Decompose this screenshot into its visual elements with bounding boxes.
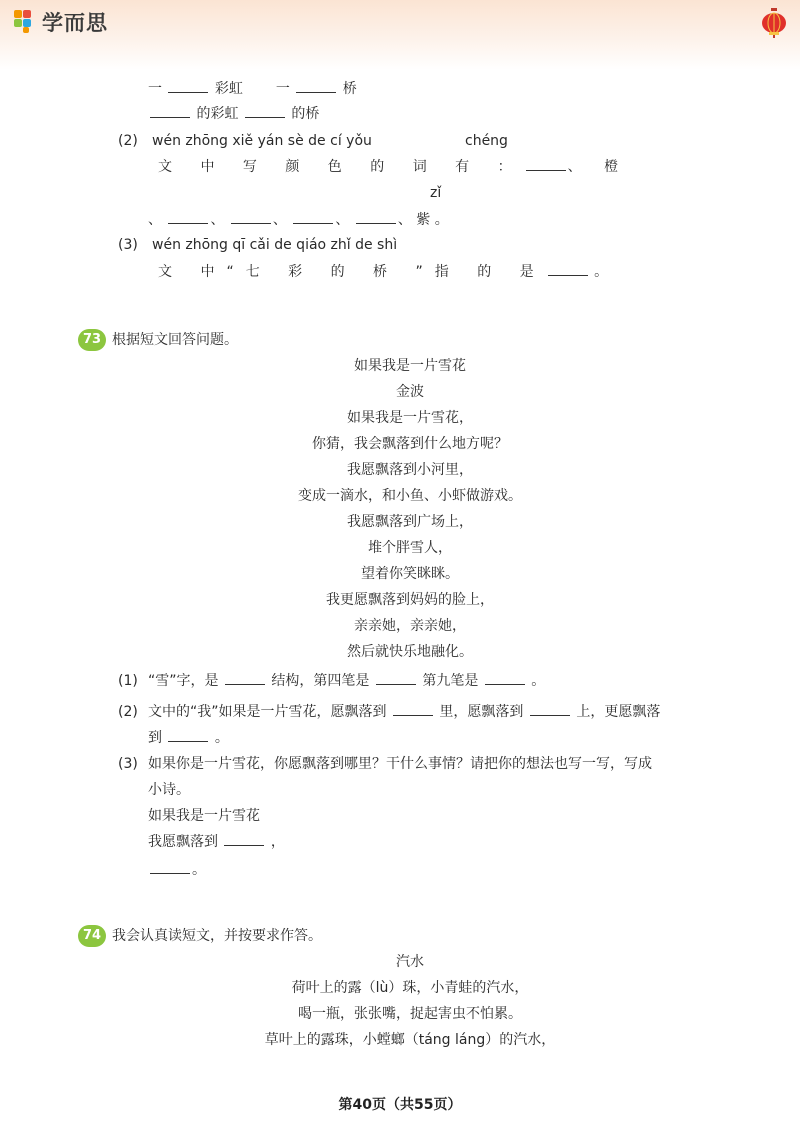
q72-line2: 的彩虹 的桥 <box>148 104 319 124</box>
poem-line: 喝一瓶，张张嘴，捉起害虫不怕累。 <box>298 1006 522 1022</box>
poem-line: 望着你笑眯眯。 <box>361 566 459 582</box>
logo <box>14 8 108 36</box>
q73-part3-label: (3) <box>118 756 138 772</box>
q73-part2-label: (2) <box>118 704 138 720</box>
q73-part1-label: (1) <box>118 673 138 689</box>
blank[interactable] <box>168 211 208 224</box>
poem-line: 然后就快乐地融化。 <box>347 644 473 660</box>
q73-part3-line5: 。 <box>148 860 206 880</box>
logo-text: 学而思 <box>42 11 108 35</box>
q73-part3-line1: 如果你是一片雪花，你愿飘落到哪里？干什么事情？请把你的想法也写一写，写成 <box>148 756 652 772</box>
q72-part2-pinyin-cheng: chéng <box>465 133 508 149</box>
poem-line: 堆个胖雪人， <box>368 540 452 556</box>
q72-part3-label: (3) <box>118 237 138 253</box>
poem-line: 草叶上的露珠，小螳螂（táng láng）的汽水， <box>264 1032 556 1048</box>
blank[interactable] <box>548 263 588 276</box>
blank[interactable] <box>356 211 396 224</box>
lantern-icon <box>760 8 788 38</box>
q73-part3-line4: 我愿飘落到 ， <box>148 834 285 850</box>
q72-part2-pinyin: wén zhōng xiě yán sè de cí yǒu <box>152 133 372 149</box>
q72-part2-line3: 、 、 、 、 、 紫 。 <box>148 212 449 228</box>
q72-part2-zi-pinyin: zǐ <box>430 185 442 201</box>
poem-title: 汽水 <box>396 954 424 970</box>
blank[interactable] <box>526 158 566 171</box>
q72-part3-pinyin: wén zhōng qī cǎi de qiáo zhǐ de shì <box>152 237 398 253</box>
poem-title: 如果我是一片雪花 <box>354 358 466 374</box>
blank[interactable] <box>376 672 416 685</box>
blank[interactable] <box>530 703 570 716</box>
blank[interactable] <box>485 672 525 685</box>
poem-line: 你猜，我会飘落到什么地方呢？ <box>312 436 508 452</box>
poem-line: 我愿飘落到小河里， <box>347 462 473 478</box>
q72-part3-text: 文 中“七 彩 的 桥 ”指 的 是 。 <box>158 264 609 280</box>
blank[interactable] <box>225 672 265 685</box>
page-number: 第40页（共55页） <box>338 1097 462 1113</box>
question-number-badge: 74 <box>78 925 106 947</box>
blank[interactable] <box>231 211 271 224</box>
blank[interactable] <box>150 861 190 874</box>
blank[interactable] <box>296 80 336 93</box>
question-number-badge: 73 <box>78 329 106 351</box>
q73-part2-line2: 到 。 <box>148 730 229 746</box>
blank[interactable] <box>168 729 208 742</box>
logo-mark-icon <box>14 10 38 34</box>
blank[interactable] <box>168 80 208 93</box>
blank[interactable] <box>293 211 333 224</box>
blank[interactable] <box>224 833 264 846</box>
blank[interactable] <box>150 105 190 118</box>
blank[interactable] <box>245 105 285 118</box>
q72-part2-label: (2) <box>118 133 138 149</box>
q73-part1: “雪”字，是 结构，第四笔是 第九笔是 。 <box>148 673 546 689</box>
q73-part3-line3: 如果我是一片雪花 <box>148 808 260 824</box>
blank[interactable] <box>393 703 433 716</box>
question-instruction: 根据短文回答问题。 <box>112 332 238 348</box>
poem-line: 我愿飘落到广场上， <box>347 514 473 530</box>
poem-line: 荷叶上的露（lù）珠，小青蛙的汽水， <box>291 980 529 996</box>
question-instruction: 我会认真读短文，并按要求作答。 <box>112 928 322 944</box>
poem-author: 金波 <box>396 384 424 400</box>
q72-part2-text: 文 中 写 颜 色 的 词 有 ： 、 橙 <box>158 159 619 175</box>
q73-part2: 文中的“我”如果是一片雪花，愿飘落到 里，愿飘落到 上，更愿飘落 <box>148 704 661 720</box>
poem-line: 变成一滴水，和小鱼、小虾做游戏。 <box>298 488 522 504</box>
q73-part3-line2: 小诗。 <box>148 782 190 798</box>
poem-line: 如果我是一片雪花， <box>347 410 473 426</box>
poem-line: 我更愿飘落到妈妈的脸上， <box>326 592 494 608</box>
poem-line: 亲亲她，亲亲她， <box>354 618 466 634</box>
page-header <box>0 0 800 70</box>
q72-line1: 一 彩虹 一 桥 <box>148 81 357 97</box>
